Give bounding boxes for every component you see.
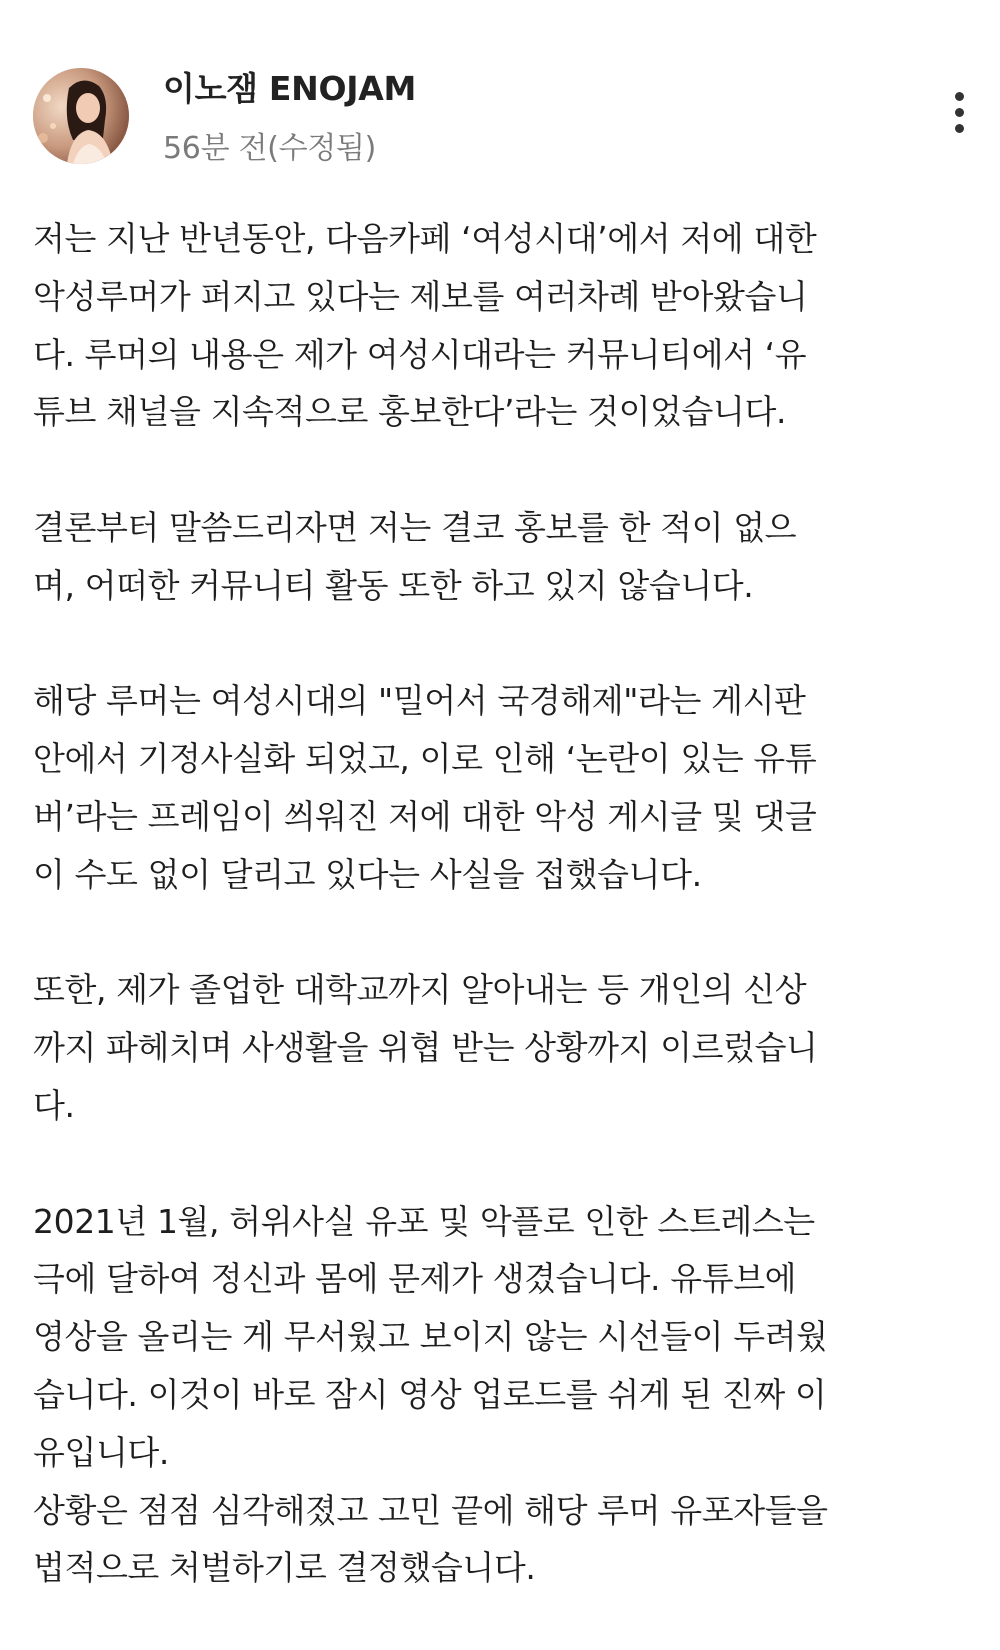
post-body (33, 210, 983, 1597)
more-vertical-icon (955, 108, 964, 117)
paragraph-spacer (33, 441, 983, 499)
more-vertical-icon (955, 92, 964, 101)
more-options-button[interactable] (940, 90, 980, 154)
paragraph-spacer (33, 615, 983, 673)
post-paragraph: 해당 루머는 여성시대의 "밀어서 국경해제"라는 게시판 안에서 기정사실화 되었고, 이로 인해 ‘논란이 있는 유튜 버’라는 프레임이 씌워진 저에 대한 악성 게시글 및 댓글 이 수도 없이 달리고 있다는 사실을 접했습니다. (33, 681, 817, 894)
post-paragraph: 2021년 1월, 허위사실 유포 및 악플로 인한 스트레스는 극에 달하여 정신과 몸에 문제가 생겼습니다. 유튜브에 영상을 올리는 게 무서웠고 보이지 않는 시선들이 두려웠 습니다. 이것이 바로 잠시 영상 업로드를 쉬게 된 진짜 이 유입니다. 상황은 점점 심각해졌고 고민 끝에 해당 루머 유포자들을 법적으로 처벌하기로 결정했습니다. (33, 1201, 828, 1588)
post-paragraph: 결론부터 말씀드리자면 저는 결코 홍보를 한 적이 없으 며, 어떠한 커뮤니티 활동 또한 하고 있지 않습니다. (33, 507, 797, 605)
more-vertical-icon (955, 124, 964, 133)
author-name[interactable]: 이노잼 ENOJAM (163, 69, 416, 108)
avatar-image (33, 68, 129, 164)
post-timestamp: 56분 전(수정됨) (163, 131, 377, 166)
paragraph-spacer (33, 1135, 983, 1193)
post-paragraph: 저는 지난 반년동안, 다음카페 ‘여성시대’에서 저에 대한 악성루머가 퍼지고 있다는 제보를 여러차례 받아왔습니 다. 루머의 내용은 제가 여성시대라는 커뮤니티에서 ‘유 튜브 채널을 지속적으로 홍보한다’라는 것이었습니다. (33, 219, 817, 432)
paragraph-spacer (33, 904, 983, 962)
post-paragraph: 또한, 제가 졸업한 대학교까지 알아내는 등 개인의 신상 까지 파헤치며 사생활을 위협 받는 상황까지 이르렀습니 다. (33, 970, 818, 1125)
avatar[interactable] (33, 68, 129, 164)
post-header (0, 0, 1000, 180)
